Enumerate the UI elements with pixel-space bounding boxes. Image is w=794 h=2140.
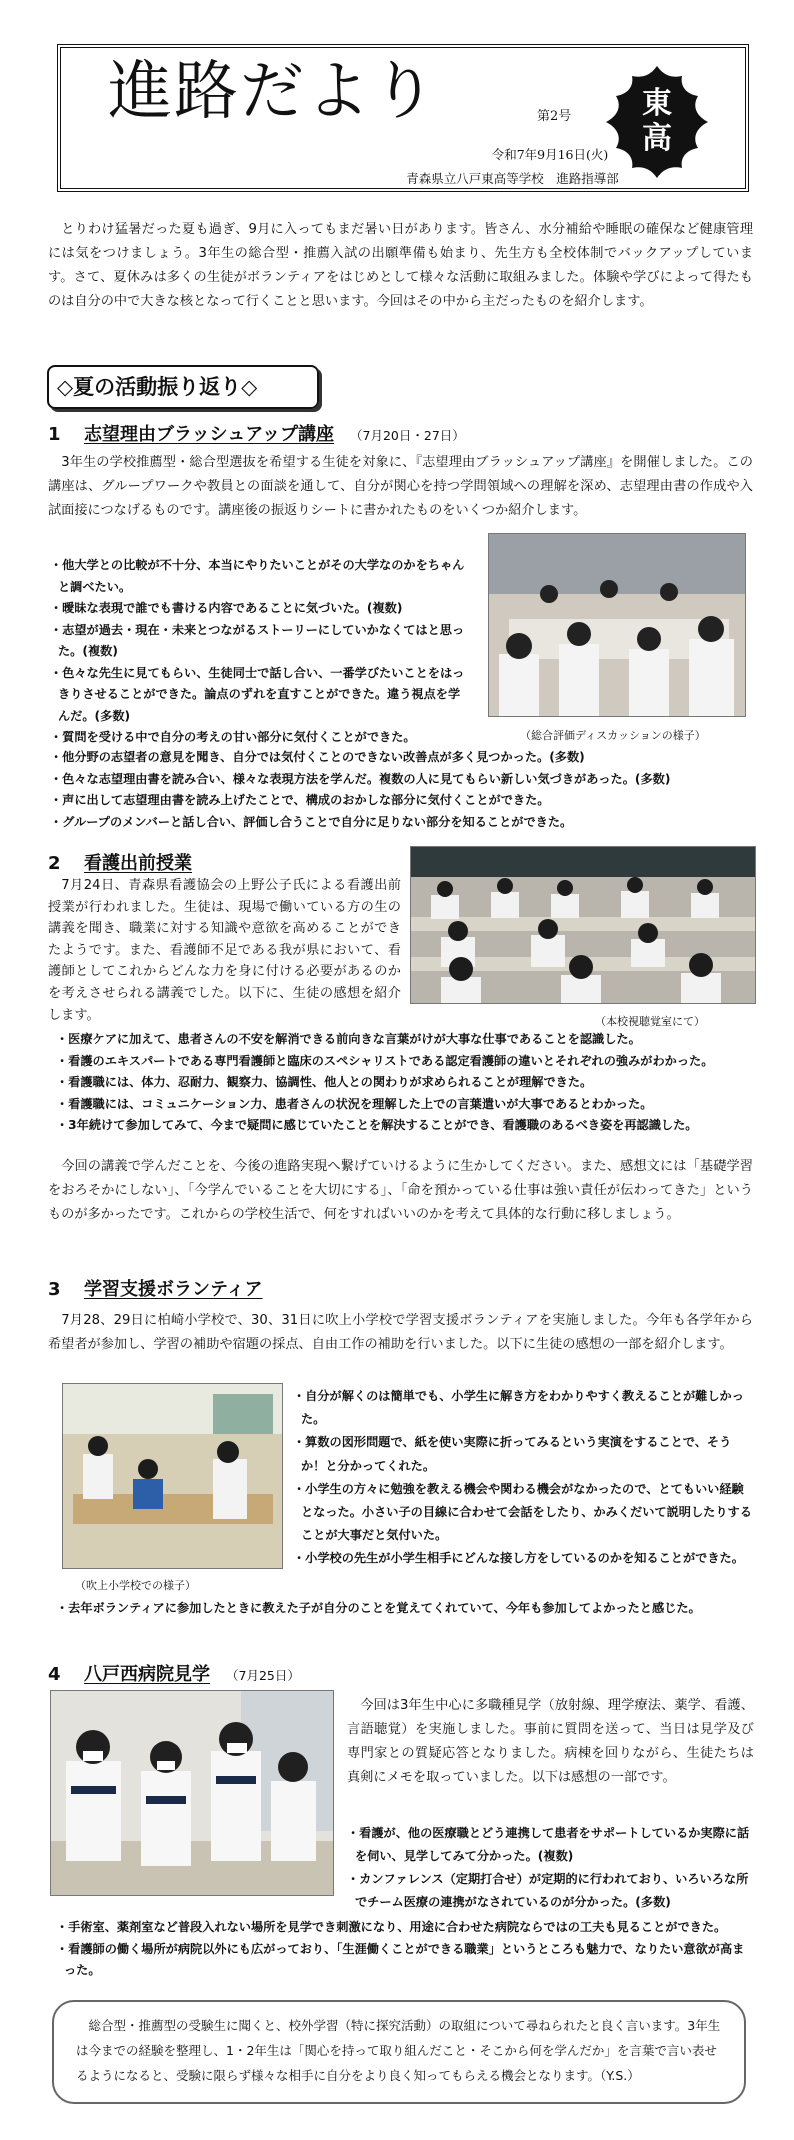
s3-paragraph: 7月28、29日に柏崎小学校で、30、31日に吹上小学校で学習支援ボランティアを実施しました。今年も各学年から希望者が参加し、学習の補助や宿題の採点、自由工作の補助を行いました。以下に生徒の感想の一部を紹介します。 [48, 1313, 753, 1352]
s2-bullets [56, 1029, 756, 1137]
s1-bullet: ・色々な先生に見てもらい、生徒同士で話し合い、一番学びたいことをはっきりさせることができた。論点のずれを直すことができた。違う視点を学んだ。(多数) [50, 665, 465, 723]
s4-photo [50, 1690, 334, 1896]
s2-bullet: ・3年続けて参加してみて、今まで疑問に感じていたことを解決することができ、看護職のあるべき姿を再認識した。 [56, 1118, 698, 1132]
school-department: 青森県立八戸東高等学校 進路指導部 [406, 171, 619, 186]
s2-bullet: ・看護職には、体力、忍耐力、観察力、協調性、他人との関わりが求められることが理解できた。 [56, 1075, 593, 1089]
s1-bullets-wide [50, 747, 755, 833]
s1-photo [488, 533, 746, 717]
s1-number: 1 [48, 424, 61, 445]
s2-bullet: ・看護のエキスパートである専門看護師と臨床のスペシャリストである認定看護師の違いとそれぞれの強みがわかった。 [56, 1053, 714, 1068]
issue-number: 第2号 [537, 109, 572, 124]
s2-photo-caption: （本校視聴覚室にて） [595, 1015, 705, 1028]
newsletter-title: 進路だより [108, 55, 438, 129]
s1-bullet: ・他大学との比較が不十分、本当にやりたいことがその大学なのかをちゃんと調べたい。 [50, 558, 465, 594]
s3-photo [62, 1383, 283, 1569]
school-logo [598, 62, 716, 180]
s3-number: 3 [48, 1279, 61, 1300]
s2-paragraph-2: 今回の講義で学んだことを、今後の進路実現へ繋げていけるように生かしてください。また、感想文には「基礎学習をおろそかにしない」、「今学んでいることを大切にする」、「命を預かっている仕事は強い責任が伝わってきた」というものが多かったです。これからの学校生活で、何をすればいいのかを考えて具体的な行動に移しましょう。 [48, 1159, 753, 1222]
s1-bullet: ・志望が過去・現在・未来とつながるストーリーにしていかなくてはと思った。(複数) [50, 622, 465, 658]
s2-number: 2 [48, 853, 61, 874]
s1-bullet-wide: ・グループのメンバーと話し合い、評価し合うことで自分に足りない部分を知ることができた。 [50, 814, 573, 829]
s4-bullets-narrow [347, 1822, 754, 1914]
s1-bullet-wide: ・声に出して志望理由書を読み上げたことで、構成のおかしな部分に気付くことができた。 [50, 793, 550, 807]
s4-heading [48, 1660, 648, 1686]
s4-bullet-wide: ・手術室、薬剤室など普段入れない場所を見学でき刺激になり、用途に合わせた病院ならではの工夫も見ることができた。 [56, 1920, 727, 1934]
s1-bullet-wide: ・他分野の志望者の意見を聞き、自分では気付くことのできない改善点が多く見つかった。(多数) [50, 750, 585, 764]
s3-bullet: ・算数の図形問題で、紙を使い実際に折ってみるという実演をすることで、そうか！と分かってくれた。 [293, 1435, 732, 1473]
s1-title: 志望理由ブラッシュアップ講座 [84, 424, 335, 445]
s2-bullet: ・医療ケアに加えて、患者さんの不安を解消できる前向きな言葉がけが大事な仕事であることを認識した。 [56, 1032, 641, 1046]
classroom-discussion-photo [489, 534, 746, 717]
closing-note-box [52, 2000, 746, 2104]
lecture-hall-photo [411, 847, 756, 1004]
s4-bullet: ・看護が、他の医療職とどう連携して患者をサポートしているか実際に話を伺い、見学してみて分かった。(複数) [347, 1826, 750, 1863]
s4-number: 4 [48, 1664, 61, 1685]
s4-bullets-wide [56, 1917, 756, 1982]
s3-bullet: ・自分が解くのは簡単でも、小学生に解き方をわかりやすく教えることが難しかった。 [293, 1389, 744, 1427]
s3-title: 学習支援ボランティア [84, 1279, 263, 1300]
s2-photo [410, 846, 756, 1004]
s2-bullet: ・看護職には、コミュニケーション力、患者さんの状況を理解した上での言葉遣いが大事であるとわかった。 [56, 1096, 653, 1111]
s4-bullet: ・カンファレンス（定期打合せ）が定期的に行われており、いろいろな所でチーム医療の連携がなされているのが分かった。(多数) [347, 1872, 749, 1909]
s1-dates: （7月20日・27日） [350, 428, 465, 443]
s1-photo-caption: （総合評価ディスカッションの様子） [520, 729, 706, 742]
s3-bullet: ・小学校の先生が小学生相手にどんな接し方をしているのかを知ることができた。 [293, 1551, 744, 1566]
s3-bullets [293, 1385, 755, 1571]
s3-bullet-last-list [56, 1598, 756, 1620]
s3-heading [48, 1275, 448, 1301]
s3-photo-caption: （吹上小学校での様子） [75, 1579, 196, 1592]
logo-char-bottom: 高 [642, 121, 672, 156]
s2-heading [48, 849, 448, 875]
s4-bullet-wide: ・看護師の働く場所が病院以外にも広がっており、「生涯働くことができる職業」というところも魅力で、なりたい意欲が高まった。 [56, 1941, 745, 1977]
elementary-classroom-photo [63, 1384, 283, 1569]
hospital-visit-photo [51, 1691, 334, 1896]
s1-heading [48, 420, 648, 446]
logo-char-top: 東 [642, 86, 672, 121]
s1-bullet-wide: ・色々な志望理由書を読み合い、様々な表現方法を学んだ。複数の人に見てもらい新しい気づきがあった。(多数) [50, 771, 671, 786]
section-heading-box: ◇夏の活動振り返り◇ [47, 365, 319, 409]
s4-dates: （7月25日） [226, 1668, 300, 1683]
s1-bullet: ・曖昧な表現で誰でも書ける内容であることに気づいた。(複数) [50, 601, 403, 615]
issue-date: 令和7年9月16日(火) [491, 147, 609, 162]
s3-bullet-last: ・去年ボランティアに参加したときに教えた子が自分のことを覚えてくれていて、今年も参加してよかったと感じた。 [56, 1601, 701, 1615]
s2-paragraph: 7月24日、青森県看護協会の上野公子氏による看護出前授業が行われました。生徒は、現場で働いている方の生の講義を聞き、職業に対する知識や意欲を高めることができたようです。また、看護師不足である我が県において、看護師としてこれからどんな力を身に付ける必要があるのかを考えさせられる講義でした。以下に、生徒の感想を紹介します。 [48, 878, 401, 1023]
s2-title: 看護出前授業 [84, 853, 192, 874]
s1-bullet: ・質問を受ける中で自分の考えの甘い部分に気付くことができた。 [50, 730, 416, 744]
s4-title: 八戸西病院見学 [84, 1664, 210, 1685]
s4-paragraph: 今回は3年生中心に多職種見学（放射線、理学療法、薬学、看護、言語聴覚）を実施しました。事前に質問を送って、当日は見学及び専門家との質疑応答となりました。病棟を回りながら、生徒たちは真剣にメモを取っていました。以下は感想の一部です。 [347, 1698, 754, 1785]
intro-paragraph: とりわけ猛暑だった夏も過ぎ、9月に入ってもまだ暑い日があります。皆さん、水分補給や睡眠の確保など健康管理には気をつけましょう。3年生の総合型・推薦入試の出願準備も始まり、先生方も全校体制でバックアップしています。さて、夏休みは多くの生徒がボランティアをはじめとして様々な活動に取組みました。体験や学びによって得たものは自分の中で大きな核となって行くことと思います。今回はその中から主だったものを紹介します。 [48, 222, 753, 309]
s1-paragraph: 3年生の学校推薦型・総合型選抜を希望する生徒を対象に、『志望理由ブラッシュアップ講座』を開催しました。この講座は、グループワークや教員との面談を通して、自分が関心を持つ学問領域への理解を深め、志望理由書の作成や入試面接につなげるものです。講座後の振返りシートに書かれたものをいくつか紹介します。 [48, 455, 753, 518]
s3-bullet: ・小学生の方々に勉強を教える機会や関わる機会がなかったので、とてもいい経験となった。小さい子の目線に合わせて会話をしたり、かみくだいて説明したりすることが大事だと気付いた。 [293, 1481, 752, 1543]
closing-note-text: 総合型・推薦型の受験生に聞くと、校外学習（特に探究活動）の取組について尋ねられたと良く言います。3年生は今までの経験を整理し、1・2年生は「関心を持って取り組んだこと・そこから何を学んだか」を言葉で言い表せるようになると、受験に限らず様々な相手に自分をより良く知ってもらえる機会となります。（Y.S.） [76, 2018, 721, 2083]
s1-bullets-narrow [50, 555, 470, 749]
